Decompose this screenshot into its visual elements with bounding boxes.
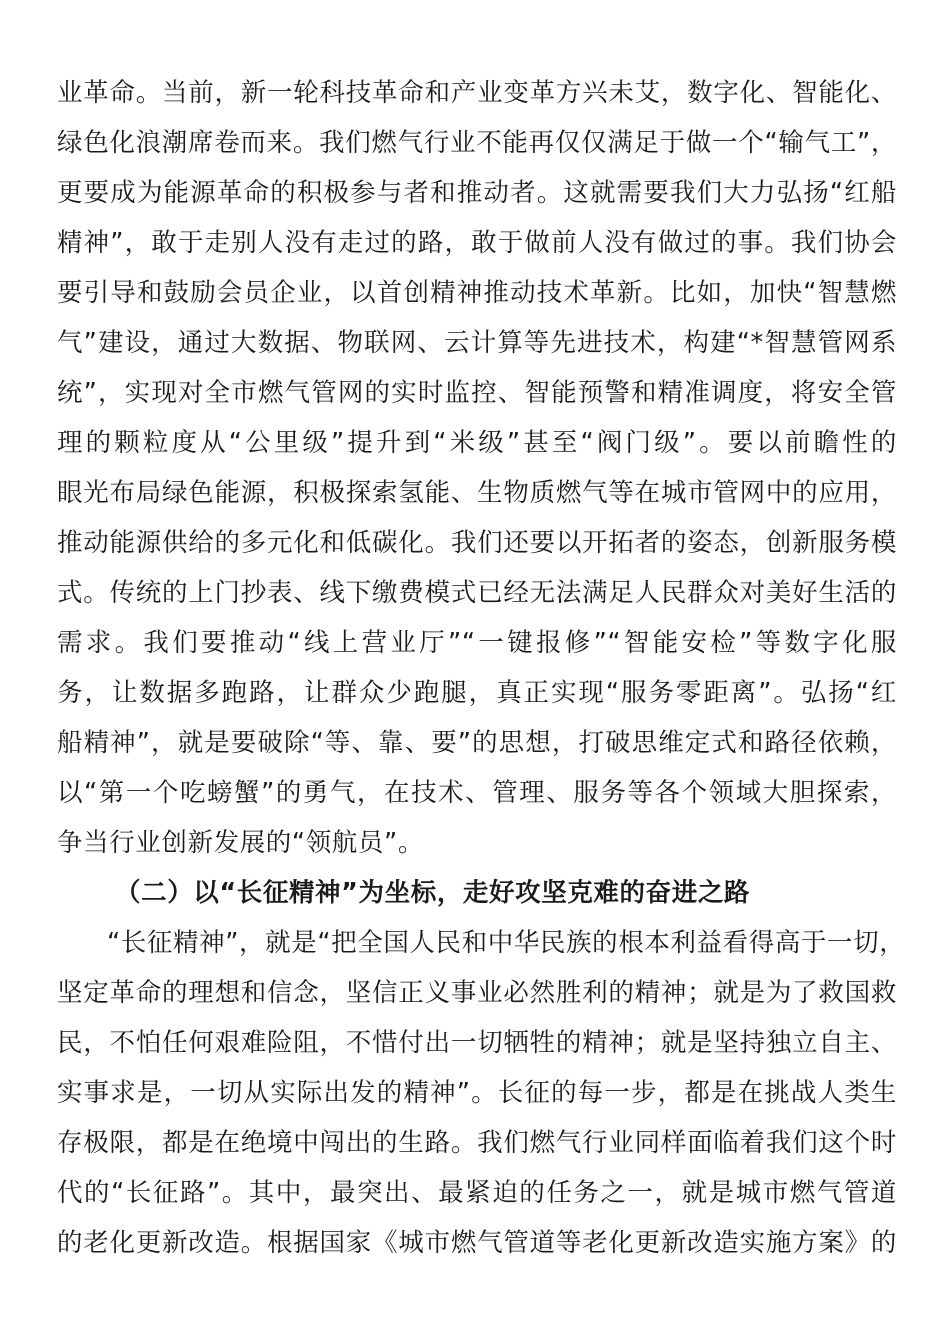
paragraph-red-boat-spirit: [57, 68, 897, 868]
text-line: 绿色化浪潮席卷而来。我们燃气行业不能再仅仅满足于做一个“输气工”，: [57, 128, 897, 158]
text-line: 存极限，都是在绝境中闯出的生路。我们燃气行业同样面临着我们这个时: [57, 1128, 897, 1158]
section-heading: （二）以“长征精神”为坐标，走好攻坚克难的奋进之路: [115, 878, 751, 908]
text-line: 坚定革命的理想和信念，坚信正义事业必然胜利的精神；就是为了救国救: [57, 978, 897, 1008]
text-line: 要引导和鼓励会员企业，以首创精神推动技术革新。比如，加快“智慧燃: [57, 278, 897, 308]
text-line: 气”建设，通过大数据、物联网、云计算等先进技术，构建“*智慧管网系: [57, 328, 897, 358]
text-line: 更要成为能源革命的积极参与者和推动者。这就需要我们大力弘扬“红船: [57, 178, 897, 208]
text-line: 船精神”，就是要破除“等、靠、要”的思想，打破思维定式和路径依赖，: [57, 728, 897, 758]
text-line: 眼光布局绿色能源，积极探索氢能、生物质燃气等在城市管网中的应用，: [57, 478, 897, 508]
text-line: 务，让数据多跑路，让群众少跑腿，真正实现“服务零距离”。弘扬“红: [57, 678, 897, 708]
text-line: 精神”，敢于走别人没有走过的路，敢于做前人没有做过的事。我们协会: [57, 228, 897, 258]
text-line: 推动能源供给的多元化和低碳化。我们还要以开拓者的姿态，创新服务模: [57, 528, 897, 558]
text-line: 理的颗粒度从“公里级”提升到“米级”甚至“阀门级”。要以前瞻性的: [57, 428, 897, 458]
text-line: 实事求是，一切从实际出发的精神”。长征的每一步，都是在挑战人类生: [57, 1078, 897, 1108]
paragraph-long-march-spirit: [57, 918, 906, 1268]
text-line: 需求。我们要推动“线上营业厅”“一键报修”“智能安检”等数字化服: [57, 628, 897, 658]
document-page: [57, 68, 906, 1268]
text-line: 争当行业创新发展的“领航员”。: [57, 828, 424, 858]
text-line: 民，不怕任何艰难险阻，不惜付出一切牺牲的精神；就是坚持独立自主、: [57, 1028, 897, 1058]
text-line: 以“第一个吃螃蟹”的勇气，在技术、管理、服务等各个领域大胆探索，: [57, 778, 897, 808]
text-line: 代的“长征路”。其中，最突出、最紧迫的任务之一，就是城市燃气管道: [57, 1178, 897, 1208]
text-line: 业革命。当前，新一轮科技革命和产业变革方兴未艾，数字化、智能化、: [57, 78, 897, 108]
text-line: 式。传统的上门抄表、线下缴费模式已经无法满足人民群众对美好生活的: [57, 578, 897, 608]
text-line: 统”，实现对全市燃气管网的实时监控、智能预警和精准调度，将安全管: [57, 378, 897, 408]
text-line: “长征精神”，就是“把全国人民和中华民族的根本利益看得高于一切，: [107, 928, 906, 958]
text-line: 的老化更新改造。根据国家《城市燃气管道等老化更新改造实施方案》的: [57, 1228, 897, 1258]
